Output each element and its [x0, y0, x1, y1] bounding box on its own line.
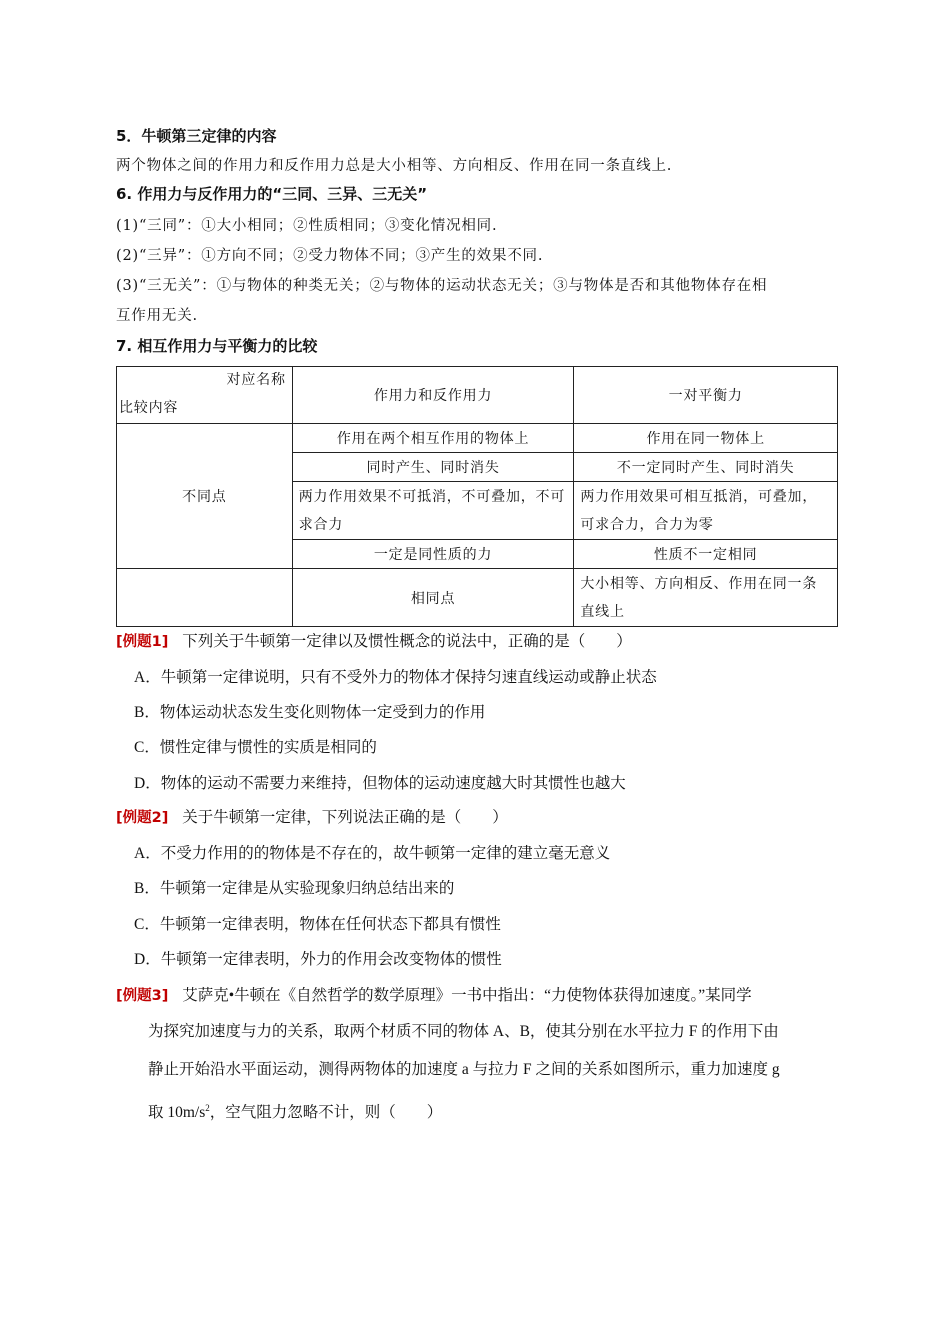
table-cell: 不一定同时产生、同时消失: [574, 453, 838, 482]
section-5-heading: 5．牛顿第三定律的内容: [116, 127, 277, 145]
table-corner-cell: [117, 367, 293, 424]
table-cell: 同时产生、同时消失: [292, 453, 574, 482]
example-2-option-c: C．牛顿第一定律表明，物体在任何状态下都具有惯性: [134, 916, 501, 933]
table-cell: 作用在两个相互作用的物体上: [292, 424, 574, 453]
example-3-line-2: 为探究加速度与力的关系，取两个材质不同的物体 A、B，使其分别在水平拉力 F 的作用下由: [148, 1023, 779, 1040]
differences-label: 不同点: [117, 424, 293, 569]
section-6-item-3: (3)“三无关”：①与物体的种类无关；②与物体的运动状态无关；③与物体是否和其他物体存在相: [116, 278, 768, 294]
section-7-heading: 7. 相互作用力与平衡力的比较: [116, 337, 318, 355]
example-2-option-a: A．不受力作用的的物体是不存在的，故牛顿第一定律的建立毫无意义: [134, 845, 611, 862]
table-cell: 两力作用效果不可抵消，不可叠加，不可求合力: [292, 482, 574, 540]
example-1-stem-line: [116, 632, 632, 652]
similarities-label: 相同点: [292, 569, 574, 627]
example-2-stem: 关于牛顿第一定律，下列说法正确的是（ ）: [182, 809, 508, 826]
example-1-option-d: D．物体的运动不需要力来维持，但物体的运动速度越大时其惯性也越大: [134, 775, 626, 792]
example-2-option-b: B．牛顿第一定律是从实验现象归纳总结出来的: [134, 880, 455, 897]
example-3-line-4: [148, 1098, 442, 1123]
example-1-option-a: A．牛顿第一定律说明，只有不受外力的物体才保持匀速直线运动或静止状态: [134, 669, 657, 686]
example-3-line-3: 静止开始沿水平面运动，测得两物体的加速度 a 与拉力 F 之间的关系如图所示，重力加速度 g: [148, 1061, 780, 1078]
example-1-tag: [例题1]: [116, 634, 169, 650]
similarities-value: 大小相等、方向相反、作用在同一条直线上: [574, 569, 838, 627]
column-header-action-reaction: 作用力和反作用力: [292, 367, 574, 424]
example-3-stem-line: [116, 986, 752, 1006]
section-6-heading: 6. 作用力与反作用力的“三同、三异、三无关”: [116, 185, 428, 203]
table-row: [117, 569, 838, 627]
table-cell: 两力作用效果可相互抵消，可叠加，可求合力，合力为零: [574, 482, 838, 540]
example-2-option-d: D．牛顿第一定律表明，外力的作用会改变物体的惯性: [134, 951, 502, 968]
example-2-stem-line: [116, 808, 508, 828]
section-6-item-3-cont: 互作用无关.: [116, 308, 198, 324]
corner-bottom-label: 比较内容: [119, 400, 179, 416]
example-3-line-4-sup: 2: [205, 1103, 210, 1113]
column-header-balanced-forces: 一对平衡力: [574, 367, 838, 424]
example-1-option-c: C．惯性定律与惯性的实质是相同的: [134, 739, 377, 756]
table-cell: 作用在同一物体上: [574, 424, 838, 453]
example-1-option-b: B．物体运动状态发生变化则物体一定受到力的作用: [134, 704, 486, 721]
section-6-item-1: (1)“三同”：①大小相同；②性质相同；③变化情况相同.: [116, 218, 498, 234]
example-3-line-4-pre: 取 10m/s: [148, 1104, 206, 1122]
table-empty-cell: [117, 569, 293, 627]
example-2-tag: [例题2]: [116, 810, 169, 826]
corner-top-label: 对应名称: [226, 372, 286, 388]
example-3-tag: [例题3]: [116, 988, 169, 1004]
example-3-line-1: 艾萨克•牛顿在《自然哲学的数学原理》一书中指出：“力使物体获得加速度。”某同学: [182, 987, 752, 1004]
section-6-item-2: (2)“三异”：①方向不同；②受力物体不同；③产生的效果不同.: [116, 248, 544, 264]
example-1-stem: 下列关于牛顿第一定律以及惯性概念的说法中，正确的是（ ）: [182, 633, 632, 650]
table-header-row: [117, 367, 838, 424]
table-row: [117, 424, 838, 453]
section-5-body: 两个物体之间的作用力和反作用力总是大小相等、方向相反、作用在同一条直线上.: [116, 158, 673, 174]
table-cell: 性质不一定相同: [574, 540, 838, 569]
example-3-line-4-post: ，空气阻力忽略不计，则（ ）: [209, 1104, 443, 1122]
table-cell: 一定是同性质的力: [292, 540, 574, 569]
comparison-table: [116, 366, 838, 627]
